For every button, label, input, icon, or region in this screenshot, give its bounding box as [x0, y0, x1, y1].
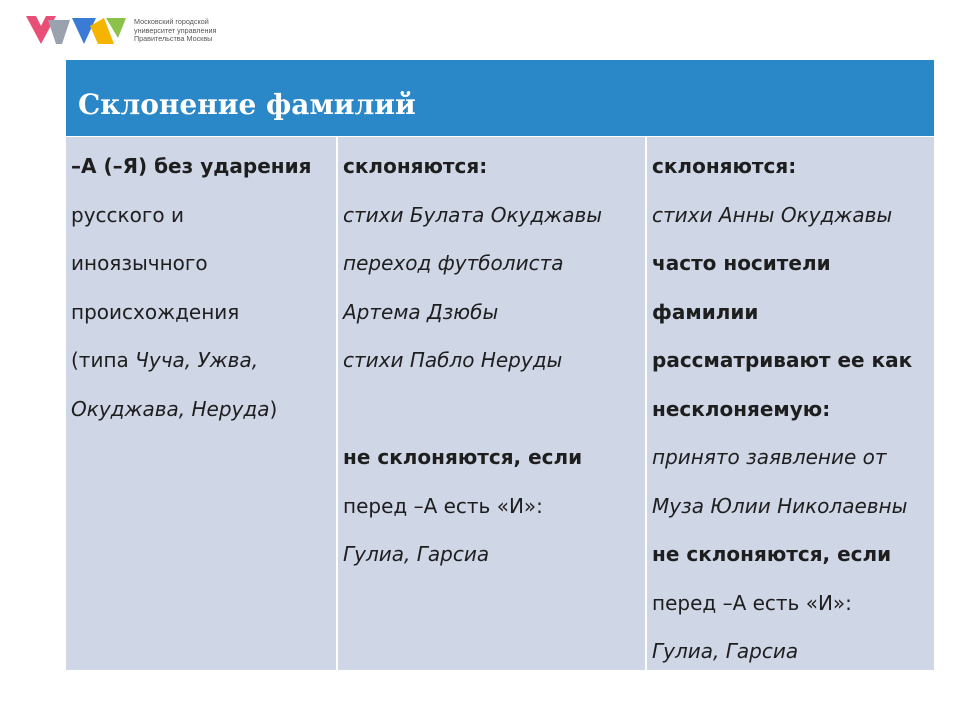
- column-female: [647, 137, 934, 670]
- col2-example-2b: Артема Дзюбы: [343, 299, 499, 324]
- col3-example-1: стихи Анны Окуджавы: [652, 202, 893, 227]
- col3-exception-rule: перед –А есть «И»:: [652, 590, 852, 615]
- logo-line-1: Московский городской: [134, 17, 209, 26]
- mgu-logo-icon: [26, 16, 126, 46]
- logo-line-3: Правительства Москвы: [134, 34, 213, 44]
- col1-line-5-plain: ): [269, 396, 278, 421]
- col1-line-2: иноязычного: [71, 251, 208, 275]
- col2-heading: склоняются:: [343, 154, 488, 178]
- slide-title: Склонение фамилий: [78, 88, 416, 121]
- col2-exception-rule: перед –А есть «И»:: [343, 493, 543, 518]
- col3-note-2: фамилии: [652, 299, 759, 324]
- col1-heading: –А (–Я) без ударения: [71, 154, 312, 178]
- col1-line-4-plain: (типа: [71, 348, 136, 372]
- title-banner: [66, 60, 934, 136]
- university-name: [134, 18, 216, 44]
- col2-exception-heading: не склоняются, если: [343, 445, 583, 469]
- column-male: [338, 137, 645, 670]
- logo-line-2: университет управления: [134, 25, 217, 35]
- col3-example-2a: принято заявление от: [652, 445, 887, 469]
- col2-exception-examples: Гулиа, Гарсиа: [343, 542, 490, 566]
- col3-note-4: несклоняемую:: [652, 396, 831, 421]
- col2-spacer: [343, 394, 645, 443]
- col3-note-1: часто носители: [652, 251, 831, 275]
- col3-example-2b: Муза Юлии Николаевны: [652, 493, 908, 518]
- col2-example-2a: переход футболиста: [343, 251, 564, 275]
- column-rule: [66, 137, 336, 670]
- col3-exception-examples: Гулиа, Гарсиа: [652, 639, 799, 663]
- declension-table: [66, 137, 934, 670]
- col1-line-3: происхождения: [71, 299, 240, 324]
- col1-line-5-italic: Окуджава, Неруда: [71, 396, 270, 421]
- col1-line-4-italic: Чуча, Ужва,: [135, 348, 259, 372]
- university-logo: [26, 16, 216, 46]
- col1-line-4: [71, 345, 336, 394]
- col1-line-5: [71, 394, 336, 443]
- col2-example-1: стихи Булата Окуджавы: [343, 202, 603, 227]
- col3-heading: склоняются:: [652, 154, 797, 178]
- col3-exception-heading: не склоняются, если: [652, 542, 892, 566]
- col2-example-3: стихи Пабло Неруды: [343, 348, 563, 372]
- col1-line-1: русского и: [71, 202, 184, 227]
- col3-note-3: рассматривают ее как: [652, 348, 913, 372]
